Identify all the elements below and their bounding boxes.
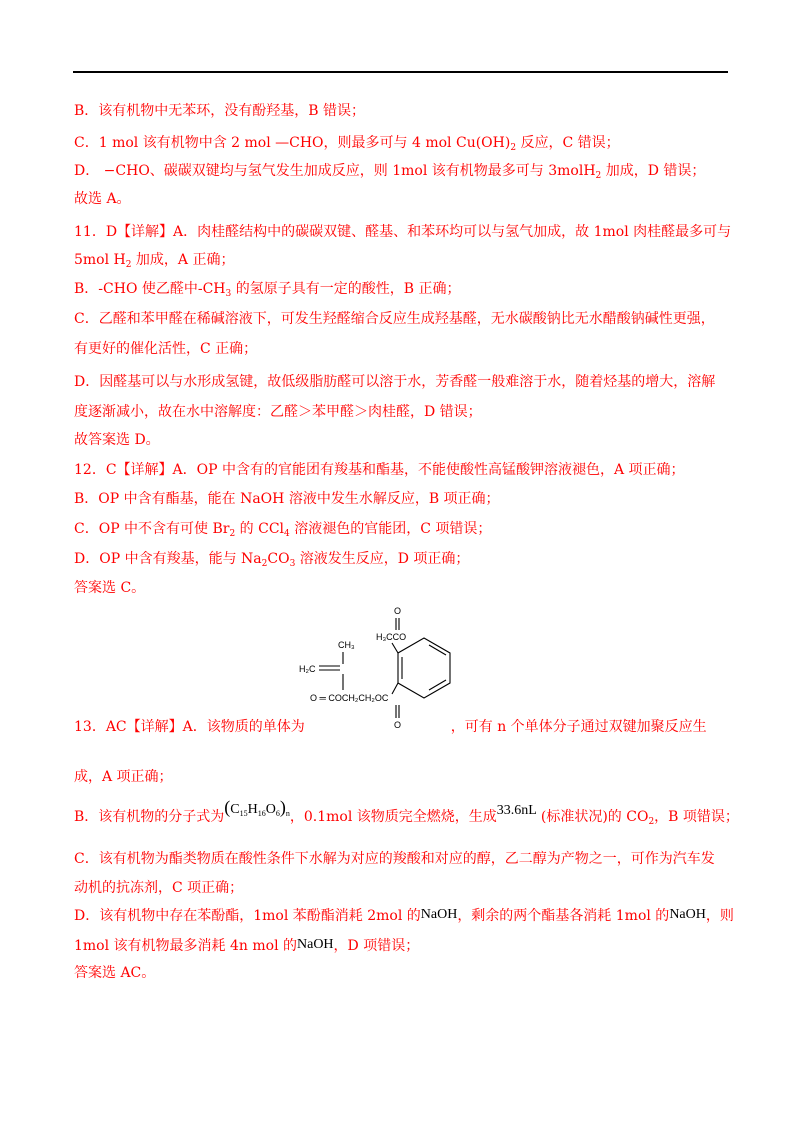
header-rule (73, 71, 728, 73)
benzene-ring (398, 638, 450, 698)
ester-oxygen-bottom: O (394, 720, 402, 730)
acetyl-oxygen: O (394, 606, 402, 616)
q11-line-2: 5mol $H_2$ 加成，A 正确； (74, 252, 235, 270)
naoh-formula-3: NaOH (297, 937, 334, 952)
molecular-formula: $(C_{15}H_{16}O_6)_n$ (224, 797, 290, 818)
q12-line-d: D．OP 中含有羧基，能与 $Na_2CO_3$ 溶液发生反应，D 项正确； (74, 551, 470, 569)
line-answer-a: 故选 A。 (74, 191, 131, 207)
q12-line-b: B．OP 中含有酯基，能在 NaOH 溶液中发生水解反应，B 项正确； (74, 491, 500, 507)
vinyl-label: H₂C (299, 664, 316, 674)
q11-line-d1: D．因醛基可以与水形成氢键，故低级脂肪醛可以溶于水，芳香醛一般难溶于水，随着烃基的增大，溶解 (74, 374, 716, 390)
q13-line-d1: D．该有机物中存在苯酚酯，1mol 苯酚酯消耗 2mol 的NaOH，剩余的两个酯基各消耗 1mol 的NaOH，则 (74, 907, 734, 924)
acetyl-label: H₃CCO (376, 632, 407, 642)
ester-chain-label: O ═ COCH₂CH₂OC (310, 693, 389, 703)
line-b-no-benzene: B．该有机物中无苯环，没有酚羟基，B 错误； (74, 103, 366, 119)
q12-line-a: 12．C【详解】A．OP 中含有的官能团有羧基和酯基，不能使酸性高锰酸钾溶液褪色，A 项正确； (74, 462, 685, 478)
naoh-formula-2: NaOH (669, 907, 706, 922)
q13-line-b: B．该有机物的分子式为$(C_{15}H_{16}O_6)_n$，0.1mol 该物质完全燃烧，生成33.6nL (标准状况)的 $CO_2$，B 项错误； (74, 797, 739, 827)
q13-line-a2: 成，A 项正确； (74, 769, 173, 785)
line-c-cho: C．1 mol 该有机物中含 2 mol —CHO，则最多可与 4 mol $Cu(OH)_2$ 反应，C 错误； (74, 135, 620, 153)
q11-line-b: B．-CHO 使乙醛中$-CH_3$ 的氢原子具有一定的酸性，B 正确； (74, 281, 461, 299)
q12-line-c: C．OP 中不含有可使 $Br_2$ 的 CCl$_4$ 溶液褪色的官能团，C 项错误； (74, 521, 492, 539)
q13-answer: 答案选 AC。 (74, 965, 156, 981)
monomer-structure (296, 600, 486, 735)
q11-answer: 故答案选 D。 (74, 432, 160, 448)
line-d-hydrogenation: D． −CHO、碳碳双键均与氢气发生加成反应，则 1mol 该有机物最多可与 3molH$_2$ 加成，D 错误； (74, 163, 706, 181)
volume-value: 33.6nL (496, 803, 537, 818)
methyl-label: CH₃ (338, 640, 355, 650)
q11-line-c1: C．乙醛和苯甲醛在稀碱溶液下，可发生羟醛缩合反应生成羟基醛，无水碳酸钠比无水醋酸钠碱性更强， (74, 311, 715, 327)
q11-line-d2: 度逐渐减小，故在水中溶解度：乙醛＞苯甲醛＞肉桂醛，D 错误； (74, 404, 482, 420)
q13-line-c1: C．该有机物为酯类物质在酸性条件下水解为对应的羧酸和对应的醇，乙二醇为产物之一，可作为汽车发 (74, 851, 715, 867)
q11-line-c2: 有更好的催化活性，C 正确； (74, 341, 258, 357)
naoh-formula-1: NaOH (420, 907, 458, 922)
q12-answer: 答案选 C。 (74, 580, 146, 596)
q13-line-c2: 动机的抗冻剂，C 项正确； (74, 880, 244, 896)
q13-line-d2: 1mol 该有机物最多消耗 4n mol 的NaOH，D 项错误； (74, 937, 420, 954)
q11-line-1: 11．D【详解】A．肉桂醛结构中的碳碳双键、醛基、和苯环均可以与氢气加成，故 1mol 肉桂醛最多可与 (74, 224, 732, 240)
q13-line-a1: 13．AC【详解】A．该物质的单体为 ，可有 n 个单体分子通过双键加聚反应生 (74, 719, 707, 735)
